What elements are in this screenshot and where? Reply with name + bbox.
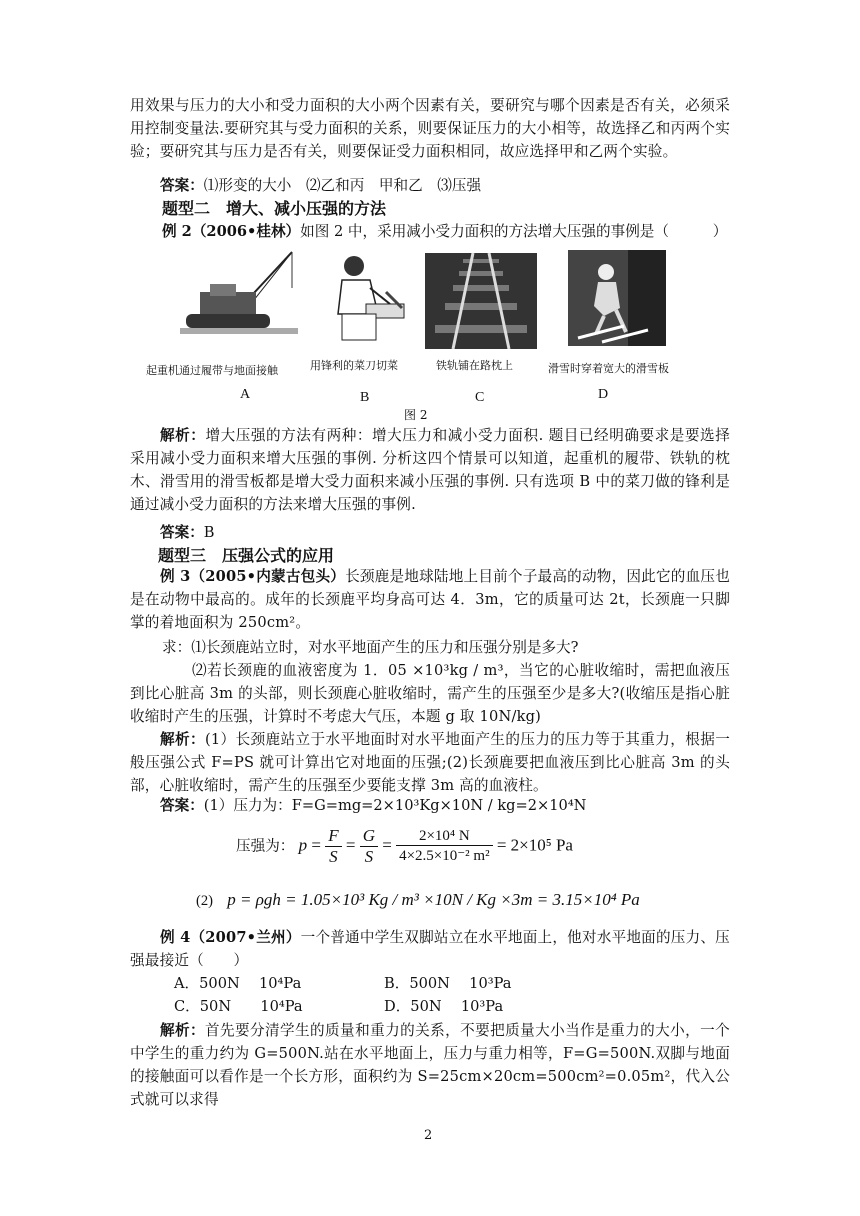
analysis-text: 增大压强的方法有两种：增大压力和减小受力面积. 题目已经明确要求是要选择采用减小受力面积来增大压强的事例. 分析这四个情景可以知道，起重机的履带、铁轨的枕木、滑雪用的滑雪板都是增大受力面积来减小压强的事例. 只有选项 B 中的菜刀做的锋利是通过减小受力面积的方法来增大压强的事例. <box>130 427 730 513</box>
answer-1 <box>130 174 481 195</box>
denominator-value: 4×2.5×10⁻² m² <box>399 848 490 864</box>
crane-image <box>180 248 298 340</box>
analysis-3 <box>130 728 730 797</box>
numerator-value: 2×10⁴ N <box>396 828 493 846</box>
eq-result: = 2×10⁵ Pa <box>496 835 573 855</box>
eq-equals: = <box>311 835 321 855</box>
eq-equals: = <box>345 835 356 855</box>
example-label: 例 3（2005•内蒙古包头） <box>160 568 346 585</box>
example-label: 例 2（2006•桂林） <box>162 223 301 240</box>
option-b: B．500N 10³Pa <box>384 975 512 992</box>
answer-label: 答案： <box>160 797 204 814</box>
example-text: 如图 2 中，采用减小受力面积的方法增大压强的事例是（ ） <box>300 223 728 240</box>
option-d: D．50N 10³Pa <box>384 998 504 1015</box>
example-text: 一个普通中学生双脚站立在水平地面上，他对水平地面的压力、压强最接近（ ） <box>130 929 730 969</box>
example-2 <box>162 220 727 241</box>
analysis-label: 解析： <box>160 731 205 748</box>
railway-track-image <box>425 253 537 349</box>
option-letter-a: A <box>240 387 251 402</box>
analysis-2 <box>130 424 730 516</box>
figure-title: 图 2 <box>404 408 428 422</box>
answer-2 <box>130 521 215 542</box>
option-letter-d: D <box>598 387 609 402</box>
caption-c: 铁轨铺在路枕上 <box>436 359 513 372</box>
option-c: C．50N 10⁴Pa <box>174 998 303 1015</box>
eq-equals: = <box>382 835 392 855</box>
eq-p: p <box>298 835 308 855</box>
equation-prefix: (2) <box>196 893 214 909</box>
denominator-s: S <box>329 847 338 866</box>
equation-prefix: 压强为： <box>236 837 295 855</box>
analysis-label: 解析： <box>160 1022 206 1039</box>
example-text: 长颈鹿是地球陆地上目前个子最高的动物，因此它的血压也是在动物中最高的。成年的长颈鹿平均身高可达 4．3m，它的质量可达 2t，长颈鹿一只脚掌的着地面积为 250cm²。 <box>130 568 730 631</box>
answer-text: (1）压力为：F=G=mg=2×10³Kg×10N / kg=2×10⁴N <box>203 797 587 814</box>
pressure-equation-1 <box>236 826 573 867</box>
analysis-4 <box>130 1019 730 1111</box>
option-a: A．500N 10⁴Pa <box>174 975 302 992</box>
pressure-equation-2 <box>196 890 640 910</box>
question-2: ⑵若长颈鹿的血液密度为 1．05 ×10³kg / m³，当它的心脏收缩时，需把血液压到比心脏高 3m 的头部，则长颈鹿心脏收缩时，需产生的压强至少是多大?(收缩压是指心脏收缩时产生的压强，计算时不考虑大气压，本题 g 取 10N/kg) <box>130 662 730 725</box>
numerator-g: G <box>360 826 378 847</box>
example-4 <box>130 926 730 972</box>
example-3 <box>130 565 730 634</box>
option-letter-b: B <box>360 390 370 405</box>
caption-b: 用锋利的菜刀切菜 <box>310 359 398 372</box>
analysis-text: (1）长颈鹿站立于水平地面时对水平地面产生的压力的压力等于其重力，根据一般压强公式 F=PS 就可计算出它对地面的压强;(2)长颈鹿要把血液压到比心脏高 3m 的头部，心脏收缩时，需产生的压强至少要能支撑 3m 高的血液柱。 <box>130 731 730 794</box>
skier-image <box>568 250 666 346</box>
caption-a: 起重机通过履带与地面接触 <box>146 364 278 377</box>
answer-text: ⑴形变的大小 ⑵乙和丙 甲和乙 ⑶压强 <box>203 177 482 194</box>
answer-label: 答案： <box>160 177 204 194</box>
fraction-values <box>396 828 493 865</box>
fraction-f-over-s <box>325 826 341 867</box>
paragraph-intro: 用效果与压力的大小和受力面积的大小两个因素有关，要研究与哪个因素是否有关，必须采用控制变量法.要研究其与受力面积的关系，则要保证压力的大小相等，故选择乙和丙两个实验；要研究其与压力是否有关，则要保证受力面积相同，故应选择甲和乙两个实验。 <box>130 97 730 160</box>
question-1: 求：⑴长颈鹿站立时，对水平地面产生的压力和压强分别是多大? <box>162 639 579 656</box>
analysis-label: 解析： <box>160 427 206 444</box>
answer-3 <box>130 794 586 815</box>
analysis-text: 首先要分清学生的质量和重力的关系，不要把质量大小当作是重力的大小，一个中学生的重力约为 G=500N.站在水平地面上，压力与重力相等，F=G=500N.双脚与地面的接触面可以看作是一个长方形，面积约为 S=25cm×20cm=500cm²=0.05m²，代入公式就可以求得 <box>130 1022 730 1108</box>
equation-body: p = ρgh = 1.05×10³ Kg / m³ ×10N / Kg ×3m = 3.15×10⁴ Pa <box>227 890 640 909</box>
answer-label: 答案： <box>160 524 204 541</box>
option-letter-c: C <box>475 390 485 405</box>
knife-cutting-image <box>326 252 406 342</box>
example-label: 例 4（2007•兰州） <box>160 929 301 946</box>
page-number: 2 <box>424 1128 433 1143</box>
numerator-f: F <box>325 826 341 847</box>
section-heading-3: 题型三 压强公式的应用 <box>158 546 335 565</box>
answer-text: B <box>203 524 215 541</box>
fraction-g-over-s <box>360 826 378 867</box>
caption-d: 滑雪时穿着宽大的滑雪板 <box>548 362 669 375</box>
section-heading-2: 题型二 增大、减小压强的方法 <box>162 199 387 218</box>
denominator-s: S <box>364 847 374 866</box>
